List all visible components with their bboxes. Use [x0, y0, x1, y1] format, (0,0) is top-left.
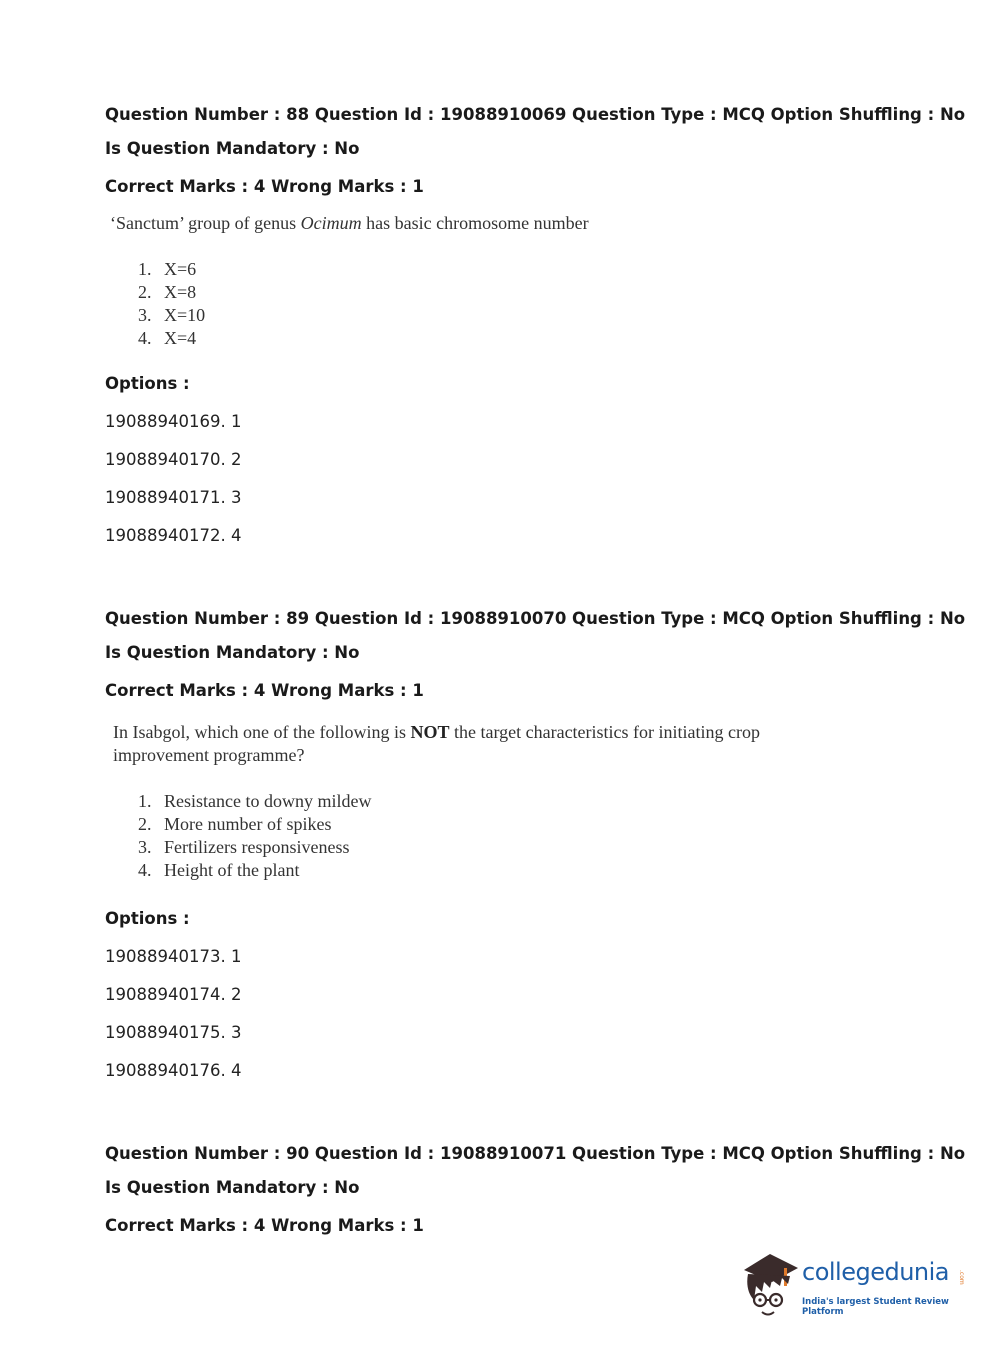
- q88-option-4: 19088940172. 4: [105, 526, 242, 545]
- q88-choice-2: 2. X=8: [138, 282, 197, 302]
- q89-choice-1: 1. Resistance to downy mildew: [138, 791, 372, 811]
- q89-choice-2: 2. More number of spikes: [138, 814, 332, 834]
- q88-choice-4: 4. X=4: [138, 328, 197, 348]
- q90-header: Question Number : 90 Question Id : 19088910071 Question Type : MCQ Option Shuffling : No: [105, 1144, 966, 1163]
- q89-stem: In Isabgol, which one of the following is NOT the target characteristics for initiating crop: [113, 722, 761, 742]
- q89-marks: Correct Marks : 4 Wrong Marks : 1: [105, 681, 424, 700]
- collegedunia-logo[interactable]: [740, 1248, 970, 1318]
- q88-options-label: Options :: [105, 374, 190, 393]
- q88-choice-3: 3. X=10: [138, 305, 206, 325]
- logo-suffix: .com: [958, 1270, 965, 1285]
- q90-marks: Correct Marks : 4 Wrong Marks : 1: [105, 1216, 424, 1235]
- q90-mandatory: Is Question Mandatory : No: [105, 1178, 360, 1197]
- logo-wordmark: collegedunia: [802, 1258, 950, 1286]
- q89-option-3: 19088940175. 3: [105, 1023, 242, 1042]
- q89-mandatory: Is Question Mandatory : No: [105, 643, 360, 662]
- q88-marks: Correct Marks : 4 Wrong Marks : 1: [105, 177, 424, 196]
- q89-header: Question Number : 89 Question Id : 19088910070 Question Type : MCQ Option Shuffling : No: [105, 609, 966, 628]
- q88-mandatory: Is Question Mandatory : No: [105, 139, 360, 158]
- mascot-icon: [740, 1248, 802, 1318]
- logo-tagline: India's largest Student Review Platform: [802, 1297, 949, 1317]
- q89-choice-4: 4. Height of the plant: [138, 860, 300, 880]
- q88-option-1: 19088940169. 1: [105, 412, 242, 431]
- q88-choice-1: 1. X=6: [138, 259, 197, 279]
- q89-stem-line2: improvement programme?: [113, 745, 305, 765]
- q89-option-4: 19088940176. 4: [105, 1061, 242, 1080]
- q88-header: Question Number : 88 Question Id : 19088910069 Question Type : MCQ Option Shuffling : No: [105, 105, 966, 124]
- q89-option-1: 19088940173. 1: [105, 947, 242, 966]
- q88-option-2: 19088940170. 2: [105, 450, 242, 469]
- q89-options-label: Options :: [105, 909, 190, 928]
- q89-choice-3: 3. Fertilizers responsiveness: [138, 837, 350, 857]
- q89-option-2: 19088940174. 2: [105, 985, 242, 1004]
- q88-stem: ‘Sanctum’ group of genus Ocimum has basic chromosome number: [110, 213, 589, 233]
- q88-option-3: 19088940171. 3: [105, 488, 242, 507]
